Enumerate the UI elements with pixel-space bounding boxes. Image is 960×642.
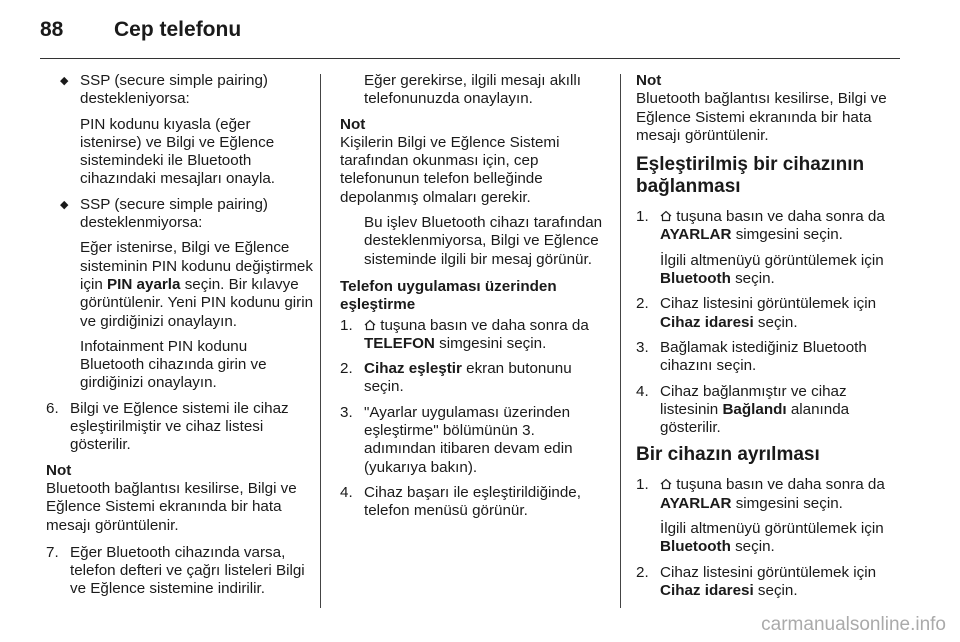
note-text: Bluetooth bağlantısı kesilirse, Bilgi ve Eğlence Sistemi ekranında bir hata mesajı görüntülenir.: [46, 479, 297, 534]
list-number: 4.: [636, 382, 649, 400]
diamond-bullet-icon: ◆: [60, 75, 69, 87]
section-heading: Telefon uygulaması üzerinden eşleştirme: [340, 277, 557, 314]
list-number: 4.: [340, 483, 353, 501]
home-icon: [364, 319, 376, 331]
list-item: 6. Bilgi ve Eğlence sistemi ile cihaz eşleştirilmiştir ve cihaz listesi gösterilir.: [46, 399, 289, 454]
list-subtext: İlgili altmenüyü görüntülemek için Bluetooth seçin.: [660, 251, 884, 288]
list-item: 4. Cihaz başarı ile eşleştirildiğinde, telefon menüsü görünür.: [340, 483, 581, 520]
note: [636, 72, 908, 145]
column-1: [46, 72, 314, 606]
list-number: 2.: [340, 360, 353, 378]
continued-text: Eğer gerekirse, ilgili mesajı akıllı telefonunuzda onaylayın.: [364, 72, 581, 108]
bullet-item: [46, 72, 314, 109]
note-title: Not: [340, 115, 366, 133]
list-subtext: İlgili altmenüyü görüntülemek için Bluetooth seçin.: [660, 520, 884, 556]
list-item: 7. Eğer Bluetooth cihazında varsa, telefon defteri ve çağrı listeleri Bilgi ve Eğlence sistemine indirilir.: [46, 543, 305, 598]
column-divider: [620, 74, 621, 608]
bullet-item: [46, 196, 314, 233]
list-number: 1.: [636, 208, 649, 226]
bullet-subtext: PIN kodunu kıyasla (eğer istenirse) ve Bilgi ve Eğlence sistemindeki ile Bluetooth cihazındaki mesajları onayla.: [80, 115, 276, 188]
section-title: Cep telefonu: [114, 18, 242, 41]
list-item: 3. "Ayarlar uygulaması üzerinden eşleştirme" bölümünün 3. adımından itibaren devam edin (yukarıya bakın).: [340, 403, 573, 476]
note-title: Not: [636, 72, 662, 89]
list-number: 6.: [46, 399, 59, 417]
column-3: [636, 72, 908, 607]
list-number: 1.: [340, 316, 353, 334]
section-heading: Bir cihazın ayrılması: [636, 444, 820, 466]
page-number: 88: [40, 18, 64, 41]
list-number: 7.: [46, 543, 59, 561]
list-item: 1. tuşuna basın ve daha sonra da AYARLAR simgesini seçin.: [636, 476, 885, 512]
list-item: 1. tuşuna basın ve daha sonra da TELEFON simgesini seçin.: [340, 316, 589, 352]
bullet-subtext: Eğer istenirse, Bilgi ve Eğlence sisteminin PIN kodunu değiştirmek için PIN ayarla seçin. Bir kılavye görüntülenir. Yeni PIN kodunu girin ve girdiğinizi onaylayın.: [80, 239, 314, 330]
note: [46, 462, 314, 535]
list-number: 1.: [636, 476, 649, 494]
list-item: 4. Cihaz bağlanmıştır ve cihaz listesinin Bağlandı alanında gösterilir.: [636, 382, 850, 437]
diamond-bullet-icon: ◆: [60, 198, 69, 211]
note-text: Kişilerin Bilgi ve Eğlence Sistemi tarafından okunması için, cep telefonunun telefon belleğinde depolanmış olmaları gerekir.: [340, 133, 560, 206]
list-item: 2. Cihaz eşleştir ekran butonunu seçin.: [340, 360, 572, 396]
list-item: 3. Bağlamak istediğiniz Bluetooth cihazını seçin.: [636, 338, 867, 375]
home-icon: [660, 478, 672, 490]
pin-ayarla-label: PIN ayarla: [107, 275, 181, 293]
bullet-text: SSP (secure simple pairing) desteklenmiyorsa:: [80, 195, 268, 232]
section-heading: Eşleştirilmiş bir cihazının bağlanması: [636, 154, 865, 198]
list-item: 1. tuşuna basın ve daha sonra da AYARLAR simgesini seçin.: [636, 208, 885, 244]
list-number: 2.: [636, 295, 649, 313]
note-subtext: Bu işlev Bluetooth cihazı tarafından desteklenmiyorsa, Bilgi ve Eğlence sisteminde ilgili bir mesaj görünür.: [364, 214, 603, 268]
bullet-text: SSP (secure simple pairing) destekleniyorsa:: [80, 72, 268, 108]
column-divider: [320, 74, 321, 608]
note: [340, 116, 606, 269]
note-text: Bluetooth bağlantısı kesilirse, Bilgi ve Eğlence Sistemi ekranında bir hata mesajı görüntülenir.: [636, 90, 887, 144]
list-number: 2.: [636, 563, 649, 581]
header-rule: [40, 58, 900, 59]
list-number: 3.: [340, 403, 353, 421]
column-2: [340, 72, 606, 528]
home-icon: [660, 210, 672, 222]
watermark: carmanualsonline.info: [761, 614, 946, 635]
bullet-subtext: Infotainment PIN kodunu Bluetooth cihazında girin ve girdiğinizi onaylayın.: [80, 337, 267, 392]
note-title: Not: [46, 461, 72, 479]
list-item: 2. Cihaz listesini görüntülemek için Cihaz idaresi seçin.: [636, 295, 877, 331]
list-number: 3.: [636, 338, 649, 356]
list-item: 2. Cihaz listesini görüntülemek için Cihaz idaresi seçin.: [636, 563, 877, 599]
